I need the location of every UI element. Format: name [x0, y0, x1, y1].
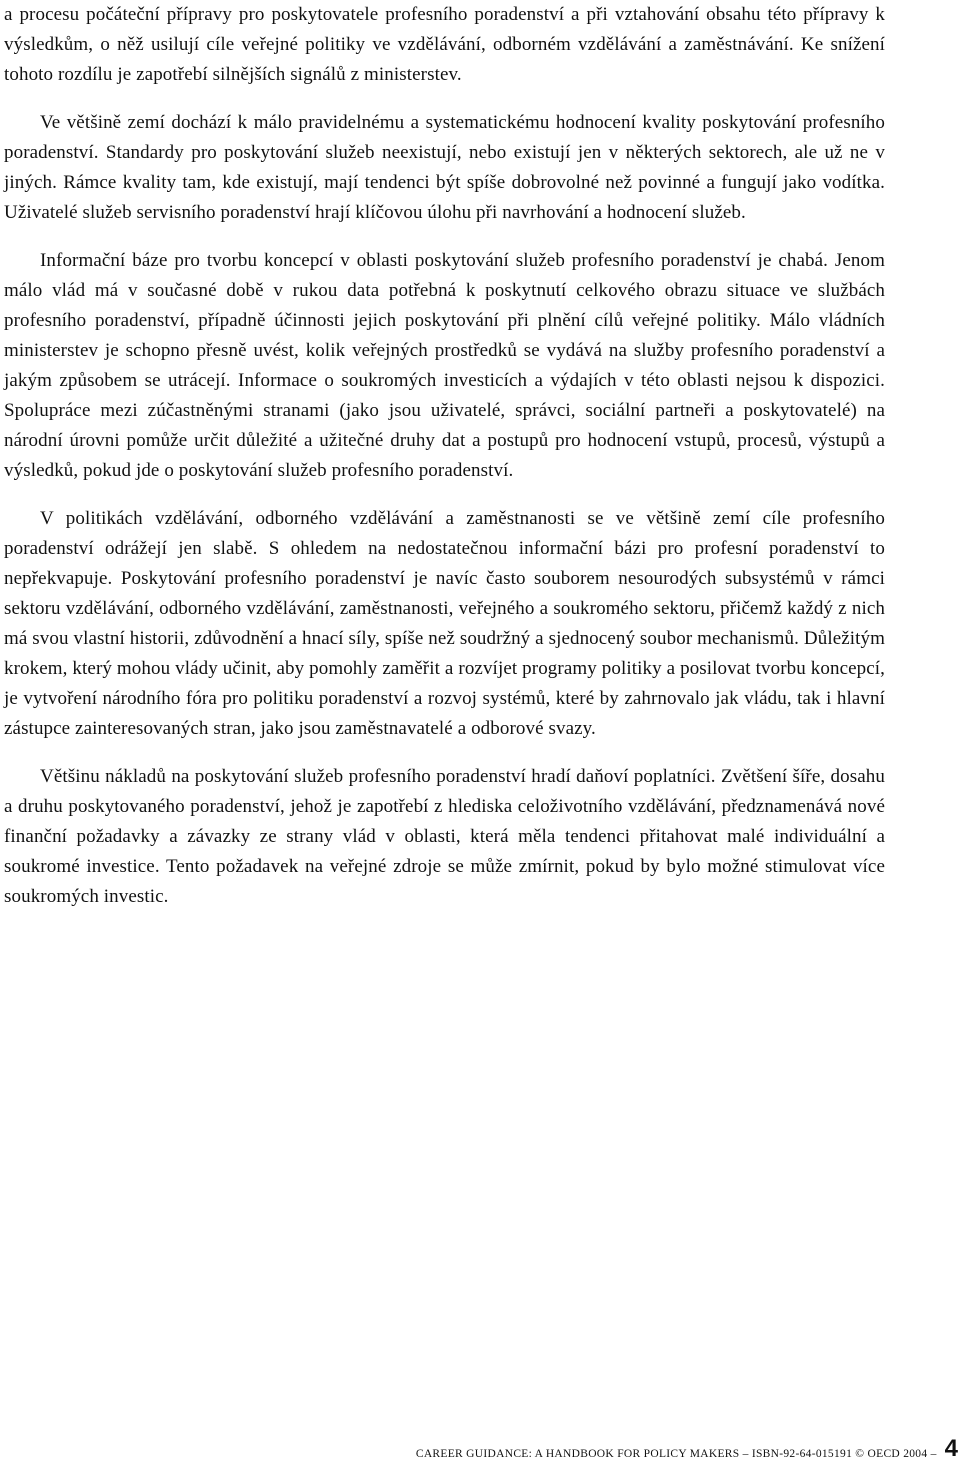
paragraph-costs: Většinu nákladů na poskytování služeb profesního poradenství hradí daňoví poplatníci. Zvětšení šíře, dosahu a druhu poskytovaného poradenství, jehož je zapotřebí z hlediska celoživotního vzdělávání, předznamenává nové finanční požadavky a závazky ze strany vlád v oblasti, která měla tendenci přitahovat malé individuální a soukromé investice. Tento požadavek na veřejné zdroje se může zmírnit, pokud by bylo možné stimulovat více soukromých investic. [4, 766, 885, 907]
paragraph-quality-evaluation: Ve většině zemí dochází k málo pravidelnému a systematickému hodnocení kvality poskytování profesního poradenství. Standardy pro poskytování služeb neexistují, nebo existují jen v některých sektorech, ale už ne v jiných. Rámce kvality tam, kde existují, mají tendenci být spíše dobrovolné než povinné a fungují jako vodítka. Uživatelé služeb servisního poradenství hrají klíčovou úlohu při navrhování a hodnocení služeb. [4, 112, 885, 223]
paragraph-information-base: Informační báze pro tvorbu koncepcí v oblasti poskytování služeb profesního poradenství je chabá. Jenom málo vlád má v současné době v rukou data potřebná k poskytnutí celkového obrazu situace ve službách profesního poradenství, případně účinnosti jejich poskytování při plnění cílů veřejné politiky. Málo vládních ministerstev je schopno přesně uvést, kolik veřejných prostředků se vydává na služby profesního poradenství a jakým způsobem se utrácejí. Informace o soukromých investicích a výdajích v této oblasti nejsou k dispozici. Spolupráce mezi zúčastněnými stranami (jako jsou uživatelé, správci, sociální partneři a poskytovatelé) na národní úrovni pomůže určit důležité a užitečné druhy dat a postupů pro hodnocení vstupů, procesů, výstupů a výsledků, pokud jde o poskytování služeb profesního poradenství. [4, 250, 885, 481]
paragraph-policy-goals: V politikách vzdělávání, odborného vzdělávání a zaměstnanosti se ve většině zemí cíle profesního poradenství odrážejí jen slabě. S ohledem na nedostatečnou informační bázi pro profesní poradenství to nepřekvapuje. Poskytování profesního poradenství je navíc často souborem nesourodých subsystémů v rámci sektoru vzdělávání, odborného vzdělávání, zaměstnanosti, veřejného a soukromého sektoru, přičemž každý z nich má svou vlastní historii, zdůvodnění a hnací síly, spíše než soudržný a sjednocený soubor mechanismů. Důležitým krokem, který mohou vlády učinit, aby pomohly zaměřit a rozvíjet programy politiky a posilovat tvorbu koncepcí, je vytvoření národního fóra pro politiku poradenství a rozvoj systémů, které by zahrnovalo jak vládu, tak i hlavní zástupce zainteresovaných stran, jako jsou zaměstnavatelé a odborové svazy. [4, 508, 885, 739]
document-body [4, 0, 885, 930]
page-number: 4 [944, 1435, 958, 1462]
footer-running-title: CAREER GUIDANCE: A HANDBOOK FOR POLICY MAKERS – ISBN-92-64-015191 © OECD 2004 – [415, 1448, 937, 1460]
paragraph-continuation: a procesu počáteční přípravy pro poskytovatele profesního poradenství a při vztahování obsahu této přípravy k výsledkům, o něž usilují cíle veřejné politiky ve vzdělávání, odborném vzdělávání a zaměstnávání. Ke snížení tohoto rozdílu je zapotřebí silnějších signálů z ministerstev. [4, 4, 885, 85]
page-footer [0, 1433, 958, 1463]
